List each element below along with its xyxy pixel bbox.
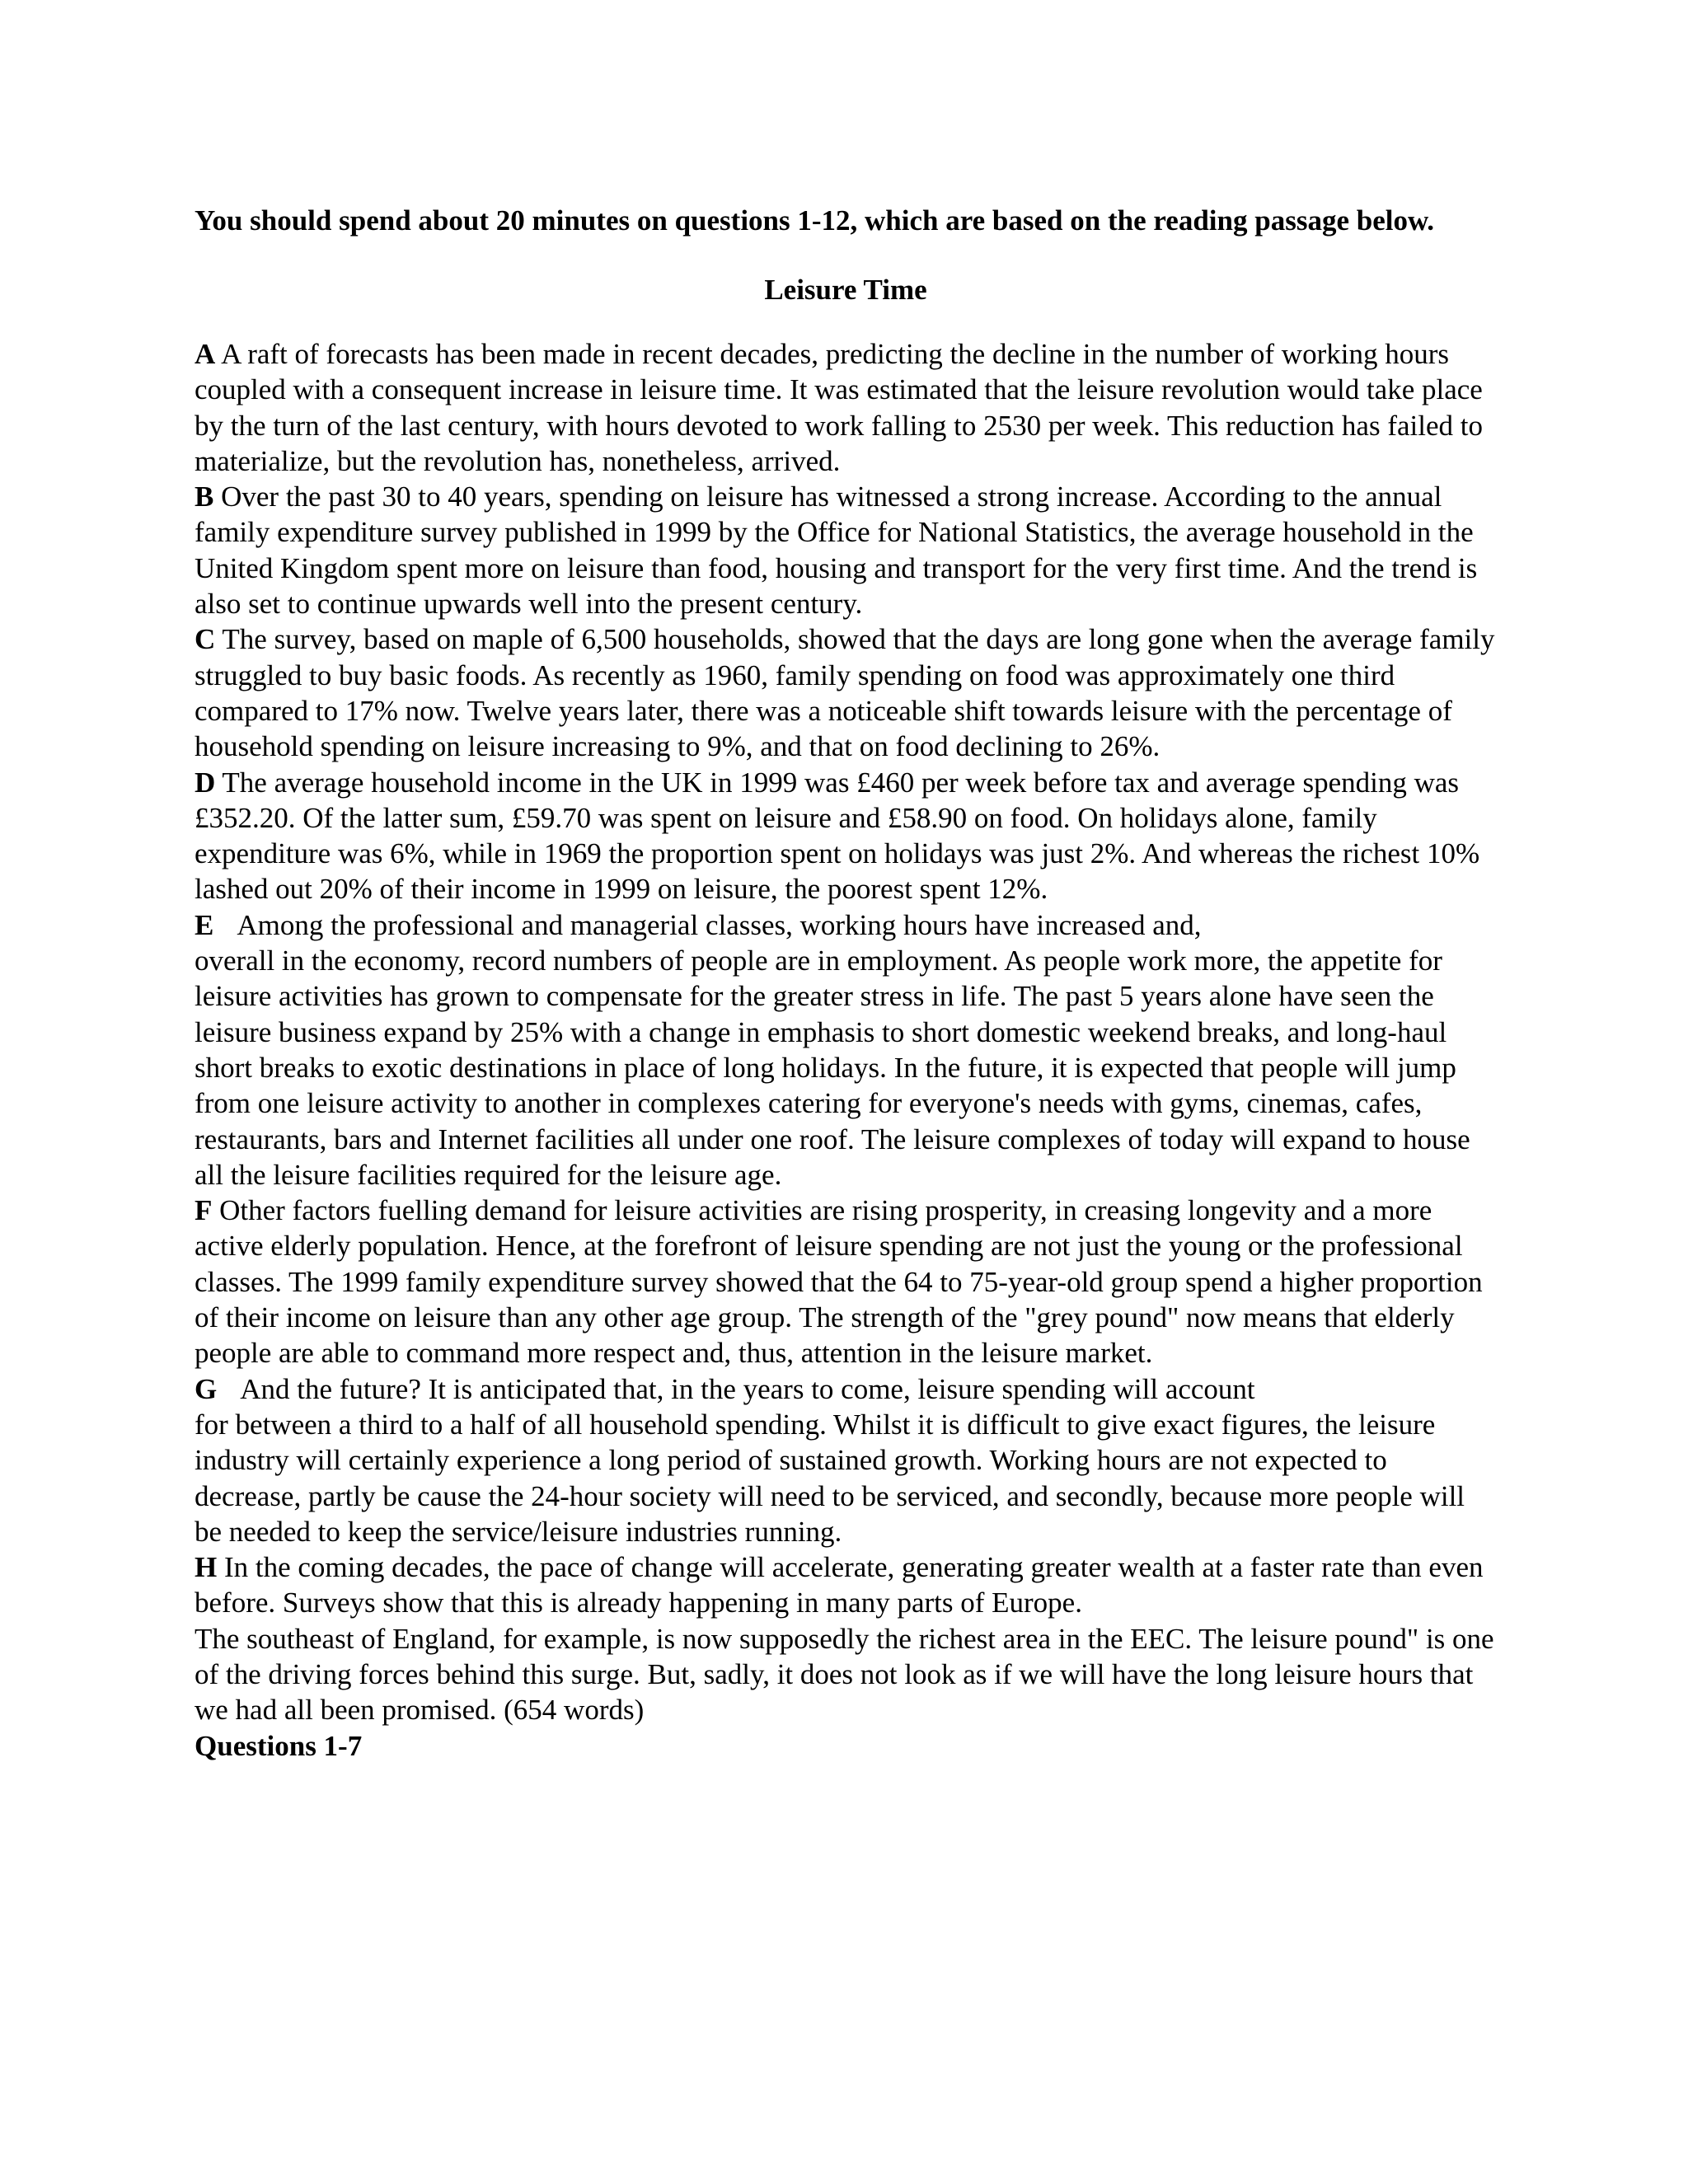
- paragraph-f: [195, 1193, 1497, 1371]
- paragraph-lead-line: [195, 1371, 1497, 1407]
- paragraph-h-continued: [195, 1621, 1497, 1728]
- passage-body: [195, 336, 1497, 1728]
- paragraph-letter: A: [195, 338, 216, 370]
- paragraph-a: [195, 336, 1497, 479]
- paragraph-text: The survey, based on maple of 6,500 households, showed that the days are long gone when the average family struggled to buy basic foods. As recently as 1960, family spending on food was approximately one third compared to 17% now. Twelve years later, there was a noticeable shift towards leisure with the percentage of household spending on leisure increasing to 9%, and that on food declining to 26%.: [195, 623, 1495, 763]
- paragraph-g: [195, 1371, 1497, 1549]
- paragraph-lead-line: [195, 907, 1497, 943]
- paragraph-letter: D: [195, 766, 216, 799]
- paragraph-e: [195, 907, 1497, 1193]
- paragraph-text: for between a third to a half of all household spending. Whilst it is difficult to give exact figures, the leisure industry will certainly experience a long period of sustained growth. Working hours are not expected to decrease, partly be cause the 24-hour society will need to be serviced, and secondly, because more people will be needed to keep the service/leisure industries running.: [195, 1408, 1465, 1548]
- paragraph-text: In the coming decades, the pace of change will accelerate, generating greater wealth at a faster rate than even before. Surveys show that this is already happening in many parts of Europe.: [195, 1551, 1484, 1619]
- paragraph-letter: E: [195, 908, 214, 941]
- paragraph-letter: B: [195, 480, 214, 513]
- paragraph-letter: G: [195, 1372, 218, 1405]
- paragraph-letter: F: [195, 1194, 213, 1227]
- paragraph-c: [195, 621, 1497, 764]
- instructions: You should spend about 20 minutes on questions 1-12, which are based on the reading passage below.: [195, 204, 1435, 237]
- paragraph-d: [195, 765, 1497, 907]
- paragraph-lead-text: And the future? It is anticipated that, in the years to come, leisure spending will account: [240, 1372, 1255, 1405]
- paragraph-letter: C: [195, 623, 216, 656]
- questions-heading: Questions 1-7: [195, 1729, 363, 1762]
- paragraph-text: The southeast of England, for example, is now supposedly the richest area in the EEC. The leisure pound" is one of the driving forces behind this surge. But, sadly, it does not look as if we will have the long leisure hours that we had all been promised. (654 words): [195, 1622, 1494, 1727]
- paragraph-text: overall in the economy, record numbers of people are in employment. As people work more, the appetite for leisure activities has grown to compensate for the greater stress in life. The past 5 years alone have seen the leisure business expand by 25% with a change in emphasis to short domestic weekend breaks, and long-haul short breaks to exotic destinations in place of long holidays. In the future, it is expected that people will jump from one leisure activity to another in complexes catering for everyone's needs with gyms, cinemas, cafes, restaurants, bars and Internet facilities all under one roof. The leisure complexes of today will expand to house all the leisure facilities required for the leisure age.: [195, 944, 1470, 1191]
- paragraph-text: Over the past 30 to 40 years, spending on leisure has witnessed a strong increase. According to the annual family expenditure survey published in 1999 by the Office for National Statistics, the average household in the United Kingdom spent more on leisure than food, housing and transport for the very first time. And the trend is also set to continue upwards well into the present century.: [195, 480, 1478, 621]
- paragraph-letter: H: [195, 1551, 218, 1584]
- paragraph-h: [195, 1549, 1497, 1621]
- paragraph-text: Other factors fuelling demand for leisure activities are rising prosperity, in creasing longevity and a more active elderly population. Hence, at the forefront of leisure spending are not just the young or the professional classes. The 1999 family expenditure survey showed that the 64 to 75-year-old group spend a higher proportion of their income on leisure than any other age group. The strength of the "grey pound" now means that elderly people are able to command more respect and, thus, attention in the leisure market.: [195, 1194, 1483, 1370]
- paragraph-text: The average household income in the UK in 1999 was £460 per week before tax and average spending was £352.20. Of the latter sum, £59.70 was spent on leisure and £58.90 on food. On holidays alone, family expenditure was 6%, while in 1969 the proportion spent on holidays was just 2%. And whereas the richest 10% lashed out 20% of their income in 1999 on leisure, the poorest spent 12%.: [195, 766, 1480, 906]
- passage-title: Leisure Time: [764, 274, 927, 306]
- document-page: [195, 203, 1497, 1764]
- paragraph-text: A raft of forecasts has been made in recent decades, predicting the decline in the number of working hours coupled with a consequent increase in leisure time. It was estimated that the leisure revolution would take place by the turn of the last century, with hours devoted to work falling to 2530 per week. This reduction has failed to materialize, but the revolution has, nonetheless, arrived.: [195, 338, 1483, 477]
- paragraph-b: [195, 479, 1497, 621]
- paragraph-lead-text: Among the professional and managerial classes, working hours have increased and,: [237, 908, 1202, 941]
